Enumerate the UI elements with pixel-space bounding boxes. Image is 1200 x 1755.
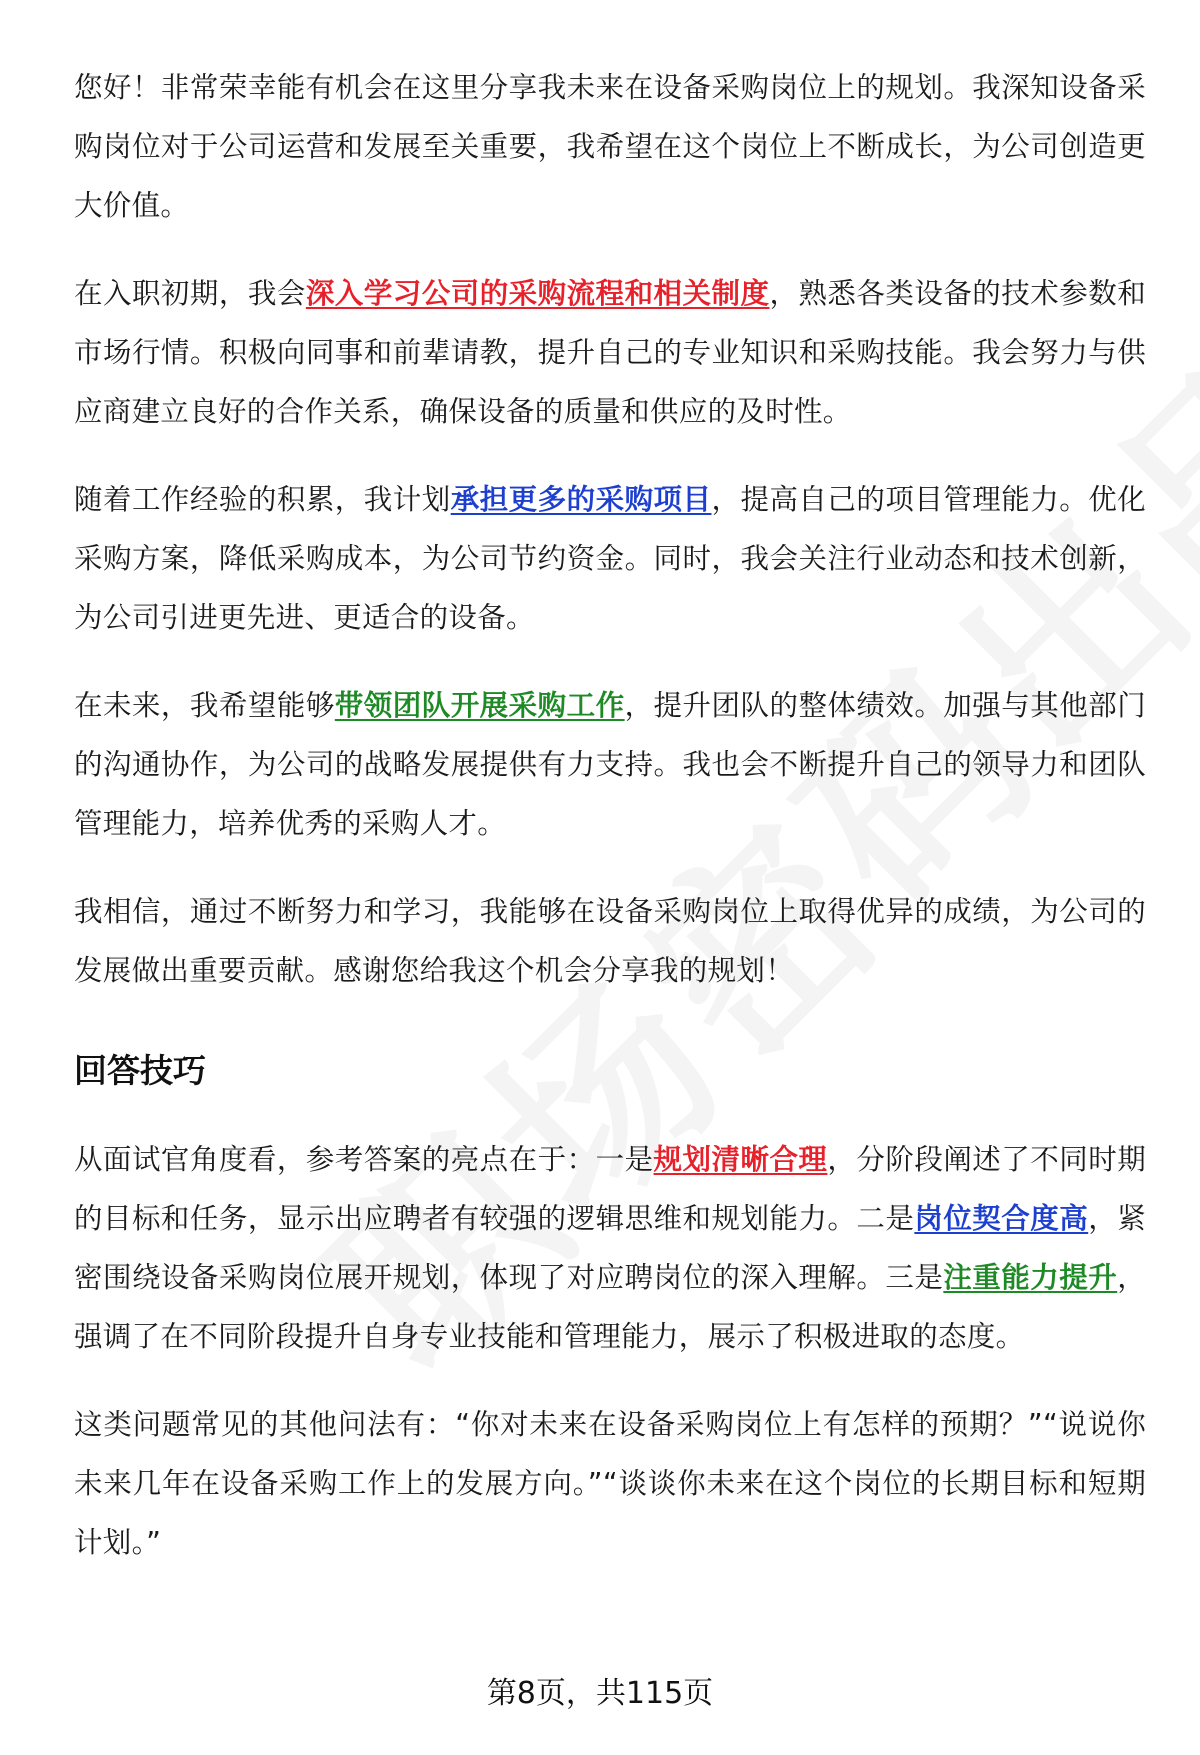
paragraph-text: ，熟悉各类设备的技术参数和市场行情。积极向同事和前辈请教，提升自己的专业知识和采购技能。我会努力与供应商建立良好的合作关系，确保设备的质量和供应的及时性。 — [74, 277, 1146, 428]
paragraph-text: 从面试官角度看，参考答案的亮点在于：一是 — [74, 1143, 654, 1176]
highlight-blue: 岗位契合度高 — [914, 1202, 1089, 1235]
highlight-red: 深入学习公司的采购流程和相关制度 — [305, 277, 770, 310]
answer-paragraph-mid-stage — [74, 470, 1146, 647]
document-body — [74, 58, 1146, 1601]
paragraph-text: ，强调了在不同阶段提升自身专业技能和管理能力，展示了积极进取的态度。 — [74, 1261, 1146, 1353]
highlight-blue: 承担更多的采购项目 — [450, 483, 712, 516]
paragraph-text: 您好！非常荣幸能有机会在这里分享我未来在设备采购岗位上的规划。我深知设备采购岗位对于公司运营和发展至关重要，我希望在这个岗位上不断成长，为公司创造更大价值。 — [74, 71, 1146, 222]
paragraph-text: ，提高自己的项目管理能力。优化采购方案，降低采购成本，为公司节约资金。同时，我会关注行业动态和技术创新，为公司引进更先进、更适合的设备。 — [74, 483, 1146, 634]
section-heading: 回答技巧 — [74, 1051, 206, 1090]
paragraph-text: 这类问题常见的其他问法有：“你对未来在设备采购岗位上有怎样的预期？”“说说你未来几年在设备采购工作上的发展方向。”“谈谈你未来在这个岗位的长期目标和短期计划。” — [74, 1408, 1146, 1559]
paragraph-text: 我相信，通过不断努力和学习，我能够在设备采购岗位上取得优异的成绩，为公司的发展做出重要贡献。感谢您给我这个机会分享我的规划！ — [74, 895, 1146, 987]
highlight-green: 带领团队开展采购工作 — [334, 689, 625, 722]
paragraph-text: ，分阶段阐述了不同时期的目标和任务，显示出应聘者有较强的逻辑思维和规划能力。二是 — [74, 1143, 1146, 1235]
paragraph-text: 随着工作经验的积累，我计划 — [74, 483, 451, 516]
answer-paragraph-future-stage — [74, 676, 1146, 853]
other-questions-paragraph — [74, 1395, 1146, 1572]
tips-paragraph — [74, 1130, 1146, 1366]
paragraph-text: 在未来，我希望能够 — [74, 689, 335, 722]
answer-paragraph-closing — [74, 882, 1146, 1000]
paragraph-text: 在入职初期，我会 — [74, 277, 306, 310]
highlight-green: 注重能力提升 — [943, 1261, 1118, 1294]
paragraph-text: ，提升团队的整体绩效。加强与其他部门的沟通协作，为公司的战略发展提供有力支持。我也会不断提升自己的领导力和团队管理能力，培养优秀的采购人才。 — [74, 689, 1146, 840]
highlight-red: 规划清晰合理 — [653, 1143, 828, 1176]
answer-paragraph-early-stage — [74, 264, 1146, 441]
page-number: 第8页，共115页 — [486, 1676, 714, 1711]
paragraph-text: ，紧密围绕设备采购岗位展开规划，体现了对应聘岗位的深入理解。三是 — [74, 1202, 1146, 1294]
answer-paragraph-intro — [74, 58, 1146, 235]
